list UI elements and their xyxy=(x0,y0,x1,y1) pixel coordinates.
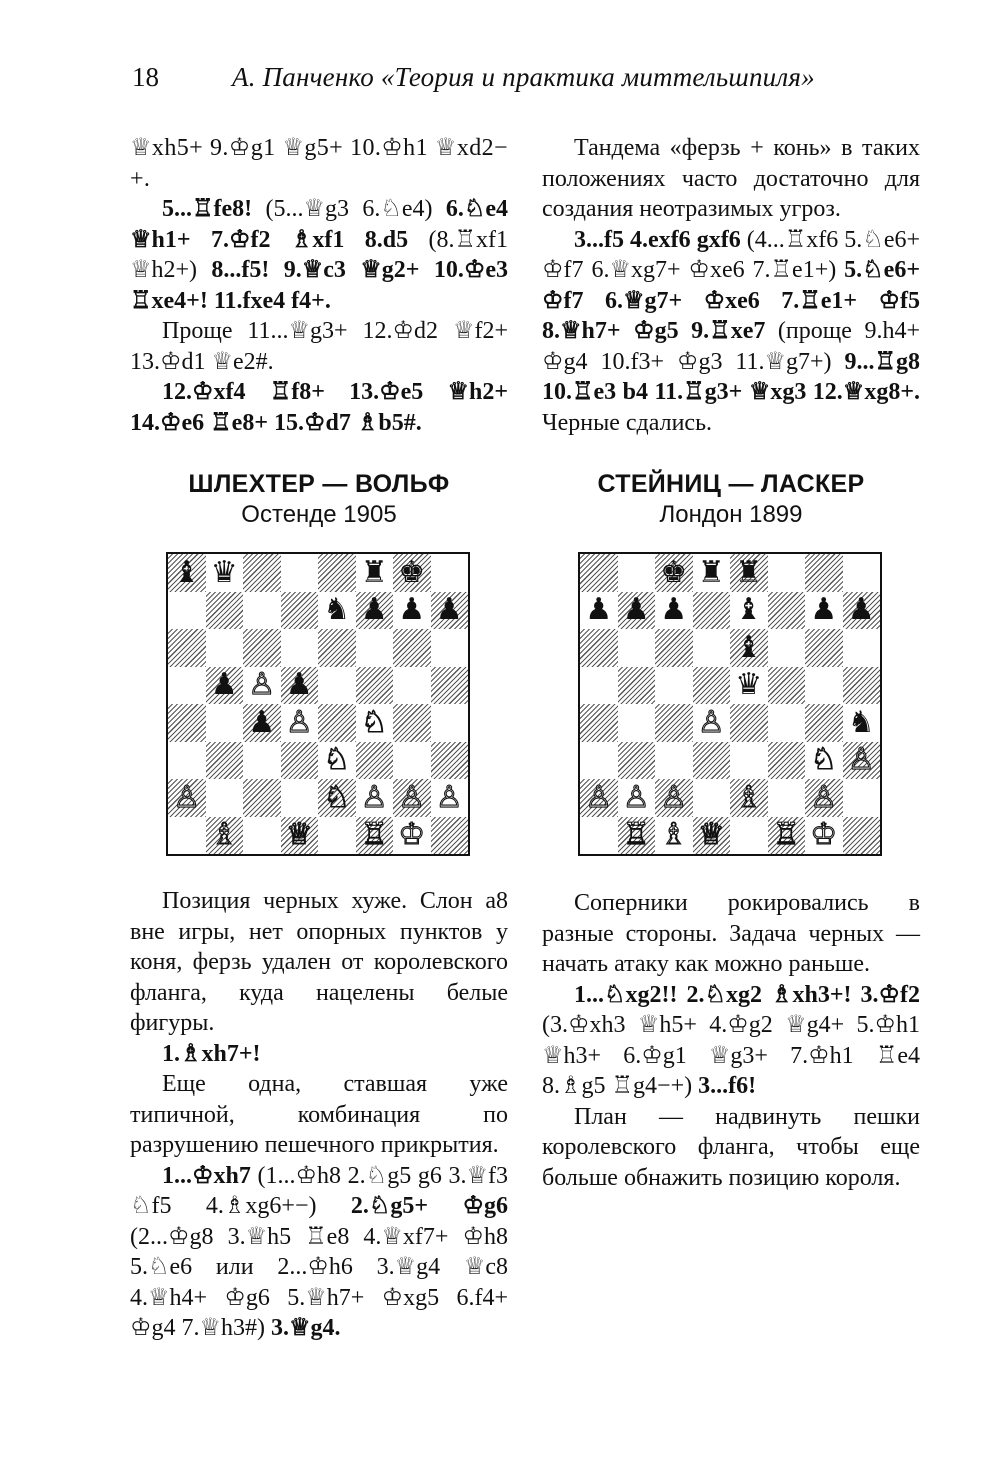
black-piece: ♜ xyxy=(360,554,388,590)
running-title: А. Панченко «Теория и практика миттельшпиля» xyxy=(232,62,815,92)
square-h2 xyxy=(431,779,469,817)
square-d8 xyxy=(281,554,319,592)
board-wrapper-1 xyxy=(166,552,508,856)
square-a8 xyxy=(580,554,618,592)
square-d3 xyxy=(281,742,319,780)
move-text: 6.♘e4 ♕h1+ 7.♔f2 ♗xf1 8.d5 xyxy=(130,196,508,253)
square-d7 xyxy=(693,592,731,630)
right-para-2 xyxy=(542,225,920,439)
square-h5 xyxy=(843,667,881,705)
black-piece: ♜ xyxy=(735,554,763,590)
move-text: 1...♘xg2!! 2.♘xg2 ♗xh3+! 3.♔f2 xyxy=(574,981,920,1008)
square-h7 xyxy=(843,592,881,630)
square-f6 xyxy=(768,629,806,667)
game-heading-1 xyxy=(130,468,508,530)
square-c3 xyxy=(243,742,281,780)
square-e6 xyxy=(318,629,356,667)
square-g6 xyxy=(805,629,843,667)
square-f1 xyxy=(768,817,806,855)
black-piece: ♝ xyxy=(735,592,763,628)
chess-board-1 xyxy=(166,552,470,856)
square-b7 xyxy=(206,592,244,630)
left-para-5: Позиция черных хуже. Слон а8 вне игры, нет опорных пунктов у коня, ферзь удален от королевского фланга, куда нацелены белые фигуры. xyxy=(130,888,508,1036)
black-piece: ♟ xyxy=(360,592,388,628)
square-e3 xyxy=(318,742,356,780)
variation-text: (проще 9.h4+ ♔g4 10.f3+ ♔g3 11.♕g7+) xyxy=(542,318,920,375)
square-c1 xyxy=(655,817,693,855)
square-h7 xyxy=(431,592,469,630)
board-wrapper-2 xyxy=(578,552,920,856)
white-piece: ♖ xyxy=(360,817,388,853)
square-g3 xyxy=(805,742,843,780)
square-g4 xyxy=(393,704,431,742)
square-b5 xyxy=(206,667,244,705)
square-h5 xyxy=(431,667,469,705)
left-para-8 xyxy=(130,1161,508,1344)
white-piece: ♗ xyxy=(210,817,238,853)
square-b2 xyxy=(618,779,656,817)
black-piece: ♟ xyxy=(660,592,688,628)
square-d2 xyxy=(281,779,319,817)
game-title: СТЕЙНИЦ — ЛАСКЕР xyxy=(597,470,865,498)
square-f6 xyxy=(356,629,394,667)
black-piece: ♟ xyxy=(810,592,838,628)
move-text: 5...♖fe8! xyxy=(162,196,253,222)
variation-text: (1...♔h8 2.♘g5 g6 3.♕f3 ♘f5 4.♗xg6+−) xyxy=(130,1162,508,1219)
left-para-7: Еще одна, ставшая уже типичной, комбинация по разрушению пешечного прикрытия. xyxy=(130,1071,508,1158)
right-column xyxy=(542,133,920,1193)
black-piece: ♟ xyxy=(285,667,313,703)
variation-text: (2...♔g8 3.♕h5 ♖e8 4.♕xf7+ ♔h8 5.♘e6 или 2...♔h6 3.♕g4 ♕c8 4.♕h4+ ♔g6 5.♕h7+ ♔xg5 6.f4+ ♔g4 7.♕h3#) xyxy=(130,1223,508,1341)
square-f1 xyxy=(356,817,394,855)
square-g2 xyxy=(805,779,843,817)
square-e4 xyxy=(318,704,356,742)
square-a5 xyxy=(580,667,618,705)
game-heading-2 xyxy=(542,468,920,530)
move-text: 9...♖g8 10.♖e3 b4 11.♖g3+ ♕xg3 12.♕xg8+. xyxy=(542,348,920,405)
variation-text: (8.♖xf1 ♕h2+) xyxy=(130,226,509,283)
square-b2 xyxy=(206,779,244,817)
square-c7 xyxy=(655,592,693,630)
square-d1 xyxy=(693,817,731,855)
square-b3 xyxy=(618,742,656,780)
square-c2 xyxy=(243,779,281,817)
square-h2 xyxy=(843,779,881,817)
square-d7 xyxy=(281,592,319,630)
square-f5 xyxy=(768,667,806,705)
black-piece: ♛ xyxy=(735,667,763,703)
square-e3 xyxy=(730,742,768,780)
move-text: 5.♘e6+ ♔f7 6.♕g7+ ♔xe6 7.♖e1+ ♔f5 8.♕h7+ ♔g5 9.♖xe7 xyxy=(542,257,920,344)
move-text: 2.♘g5+ ♔g6 xyxy=(350,1193,508,1219)
square-f4 xyxy=(768,704,806,742)
square-c2 xyxy=(655,779,693,817)
right-para-4 xyxy=(542,980,920,1102)
square-a6 xyxy=(580,629,618,667)
move-text: 8...f5! 9.♕c3 ♕g2+ 10.♔e3 ♖xe4+! 11.fxe4 f4+. xyxy=(130,257,508,314)
square-a2 xyxy=(580,779,618,817)
square-h6 xyxy=(843,629,881,667)
variation-text: Черные сдались. xyxy=(542,409,713,436)
square-h3 xyxy=(431,742,469,780)
right-para-5: План — надвинуть пешки королевского фланга, чтобы еще больше обнажить позицию короля. xyxy=(542,1103,920,1191)
square-c8 xyxy=(655,554,693,592)
square-d1 xyxy=(281,817,319,855)
square-g6 xyxy=(393,629,431,667)
move-text: 3.♕g4. xyxy=(271,1315,341,1341)
square-a2 xyxy=(168,779,206,817)
square-d4 xyxy=(693,704,731,742)
white-piece: ♕ xyxy=(285,817,313,853)
black-piece: ♞ xyxy=(323,592,351,628)
white-piece: ♙ xyxy=(435,779,463,815)
square-d5 xyxy=(693,667,731,705)
square-a6 xyxy=(168,629,206,667)
game-place: Лондон 1899 xyxy=(659,501,803,528)
square-a3 xyxy=(168,742,206,780)
square-e2 xyxy=(730,779,768,817)
square-e5 xyxy=(730,667,768,705)
black-piece: ♝ xyxy=(173,554,201,590)
black-piece: ♟ xyxy=(585,592,613,628)
square-b4 xyxy=(618,704,656,742)
square-e4 xyxy=(730,704,768,742)
square-h1 xyxy=(843,817,881,855)
square-g1 xyxy=(805,817,843,855)
square-a3 xyxy=(580,742,618,780)
move-text: 1...♔xh7 xyxy=(162,1162,251,1189)
left-para-2 xyxy=(130,194,508,316)
black-piece: ♚ xyxy=(398,554,426,590)
square-c7 xyxy=(243,592,281,630)
square-c5 xyxy=(655,667,693,705)
square-f2 xyxy=(768,779,806,817)
white-piece: ♘ xyxy=(810,742,838,778)
square-h6 xyxy=(431,629,469,667)
white-piece: ♗ xyxy=(735,779,763,815)
square-d8 xyxy=(693,554,731,592)
square-e2 xyxy=(318,779,356,817)
black-piece: ♜ xyxy=(697,554,725,590)
left-para-4: 12.♔xf4 ♖f8+ 13.♔e5 ♕h2+ 14.♔e6 ♖e8+ 15.♔d7 ♗b5#. xyxy=(130,379,508,436)
game-place: Остенде 1905 xyxy=(241,501,397,528)
square-e1 xyxy=(318,817,356,855)
square-a1 xyxy=(580,817,618,855)
square-a1 xyxy=(168,817,206,855)
square-f5 xyxy=(356,667,394,705)
square-f3 xyxy=(768,742,806,780)
black-piece: ♟ xyxy=(248,704,276,740)
square-b3 xyxy=(206,742,244,780)
white-piece: ♙ xyxy=(173,779,201,815)
square-d2 xyxy=(693,779,731,817)
square-g5 xyxy=(393,667,431,705)
square-b1 xyxy=(618,817,656,855)
right-para-1: Тандема «ферзь + конь» в таких положениях часто достаточно для создания неотразимых угроз. xyxy=(542,135,920,222)
square-a4 xyxy=(580,704,618,742)
square-b6 xyxy=(206,629,244,667)
left-para-1: ♕xh5+ 9.♔g1 ♕g5+ 10.♔h1 ♕xd2−+. xyxy=(130,135,508,192)
square-h1 xyxy=(431,817,469,855)
square-c6 xyxy=(655,629,693,667)
black-piece: ♟ xyxy=(847,592,875,628)
variation-text: (4...♖xf6 5.♘e6+ ♔f7 6.♕xg7+ ♔xe6 7.♖e1+) xyxy=(542,226,920,283)
square-f8 xyxy=(356,554,394,592)
white-piece: ♙ xyxy=(360,779,388,815)
black-piece: ♟ xyxy=(435,592,463,628)
square-d3 xyxy=(693,742,731,780)
square-f3 xyxy=(356,742,394,780)
square-c6 xyxy=(243,629,281,667)
left-para-6: 1.♗xh7+! xyxy=(162,1040,261,1067)
square-f4 xyxy=(356,704,394,742)
chess-board-2 xyxy=(578,552,882,856)
white-piece: ♖ xyxy=(772,817,800,853)
square-a5 xyxy=(168,667,206,705)
black-piece: ♟ xyxy=(622,592,650,628)
black-piece: ♞ xyxy=(847,704,875,740)
black-piece: ♛ xyxy=(210,554,238,590)
square-a7 xyxy=(168,592,206,630)
square-g1 xyxy=(393,817,431,855)
square-a8 xyxy=(168,554,206,592)
white-piece: ♙ xyxy=(810,779,838,815)
page-number: 18 xyxy=(132,62,159,92)
square-f7 xyxy=(356,592,394,630)
square-b1 xyxy=(206,817,244,855)
square-e8 xyxy=(318,554,356,592)
white-piece: ♙ xyxy=(398,779,426,815)
square-b5 xyxy=(618,667,656,705)
white-piece: ♙ xyxy=(585,779,613,815)
square-c8 xyxy=(243,554,281,592)
variation-text: (5...♕g3 6.♘e4) xyxy=(252,196,446,222)
square-e8 xyxy=(730,554,768,592)
square-f7 xyxy=(768,592,806,630)
square-g4 xyxy=(805,704,843,742)
move-text: 3...f6! xyxy=(698,1073,757,1099)
white-piece: ♙ xyxy=(697,704,725,740)
square-b8 xyxy=(618,554,656,592)
square-e7 xyxy=(730,592,768,630)
square-b7 xyxy=(618,592,656,630)
square-h3 xyxy=(843,742,881,780)
square-h4 xyxy=(843,704,881,742)
square-h8 xyxy=(843,554,881,592)
square-g3 xyxy=(393,742,431,780)
square-b4 xyxy=(206,704,244,742)
black-piece: ♟ xyxy=(210,667,238,703)
square-e5 xyxy=(318,667,356,705)
black-piece: ♝ xyxy=(735,629,763,665)
white-piece: ♔ xyxy=(398,817,426,853)
left-para-3: Проще 11...♕g3+ 12.♔d2 ♕f2+ 13.♔d1 ♕e2#. xyxy=(130,318,508,375)
square-f8 xyxy=(768,554,806,592)
square-a4 xyxy=(168,704,206,742)
white-piece: ♕ xyxy=(697,817,725,853)
page-header xyxy=(132,62,832,102)
white-piece: ♘ xyxy=(323,742,351,778)
square-b6 xyxy=(618,629,656,667)
square-f2 xyxy=(356,779,394,817)
left-column xyxy=(130,133,508,1344)
white-piece: ♗ xyxy=(660,817,688,853)
square-g2 xyxy=(393,779,431,817)
square-g8 xyxy=(805,554,843,592)
square-c4 xyxy=(243,704,281,742)
square-g7 xyxy=(393,592,431,630)
square-c4 xyxy=(655,704,693,742)
square-h8 xyxy=(431,554,469,592)
square-g5 xyxy=(805,667,843,705)
square-e6 xyxy=(730,629,768,667)
square-d6 xyxy=(281,629,319,667)
variation-text: (3.♔xh3 ♕h5+ 4.♔g2 ♕g4+ 5.♔h1 ♕h3+ 6.♔g1 ♕g3+ 7.♔h1 ♖e4 8.♗g5 ♖g4−+) xyxy=(542,1012,920,1099)
game-title: ШЛЕХТЕР — ВОЛЬФ xyxy=(188,470,450,498)
square-h4 xyxy=(431,704,469,742)
square-d6 xyxy=(693,629,731,667)
square-g7 xyxy=(805,592,843,630)
square-c1 xyxy=(243,817,281,855)
white-piece: ♙ xyxy=(622,779,650,815)
square-e7 xyxy=(318,592,356,630)
white-piece: ♙ xyxy=(248,667,276,703)
square-g8 xyxy=(393,554,431,592)
move-text: 3...f5 4.exf6 gxf6 xyxy=(574,226,741,253)
black-piece: ♚ xyxy=(660,554,688,590)
right-para-3: Соперники рокировались в разные стороны. Задача черных — начать атаку как можно раньше. xyxy=(542,890,920,977)
square-e1 xyxy=(730,817,768,855)
white-piece: ♘ xyxy=(323,779,351,815)
square-d5 xyxy=(281,667,319,705)
square-a7 xyxy=(580,592,618,630)
white-piece: ♙ xyxy=(847,742,875,778)
square-d4 xyxy=(281,704,319,742)
white-piece: ♔ xyxy=(810,817,838,853)
white-piece: ♘ xyxy=(360,704,388,740)
white-piece: ♙ xyxy=(660,779,688,815)
black-piece: ♟ xyxy=(398,592,426,628)
white-piece: ♙ xyxy=(285,704,313,740)
square-b8 xyxy=(206,554,244,592)
square-c3 xyxy=(655,742,693,780)
white-piece: ♖ xyxy=(622,817,650,853)
square-c5 xyxy=(243,667,281,705)
